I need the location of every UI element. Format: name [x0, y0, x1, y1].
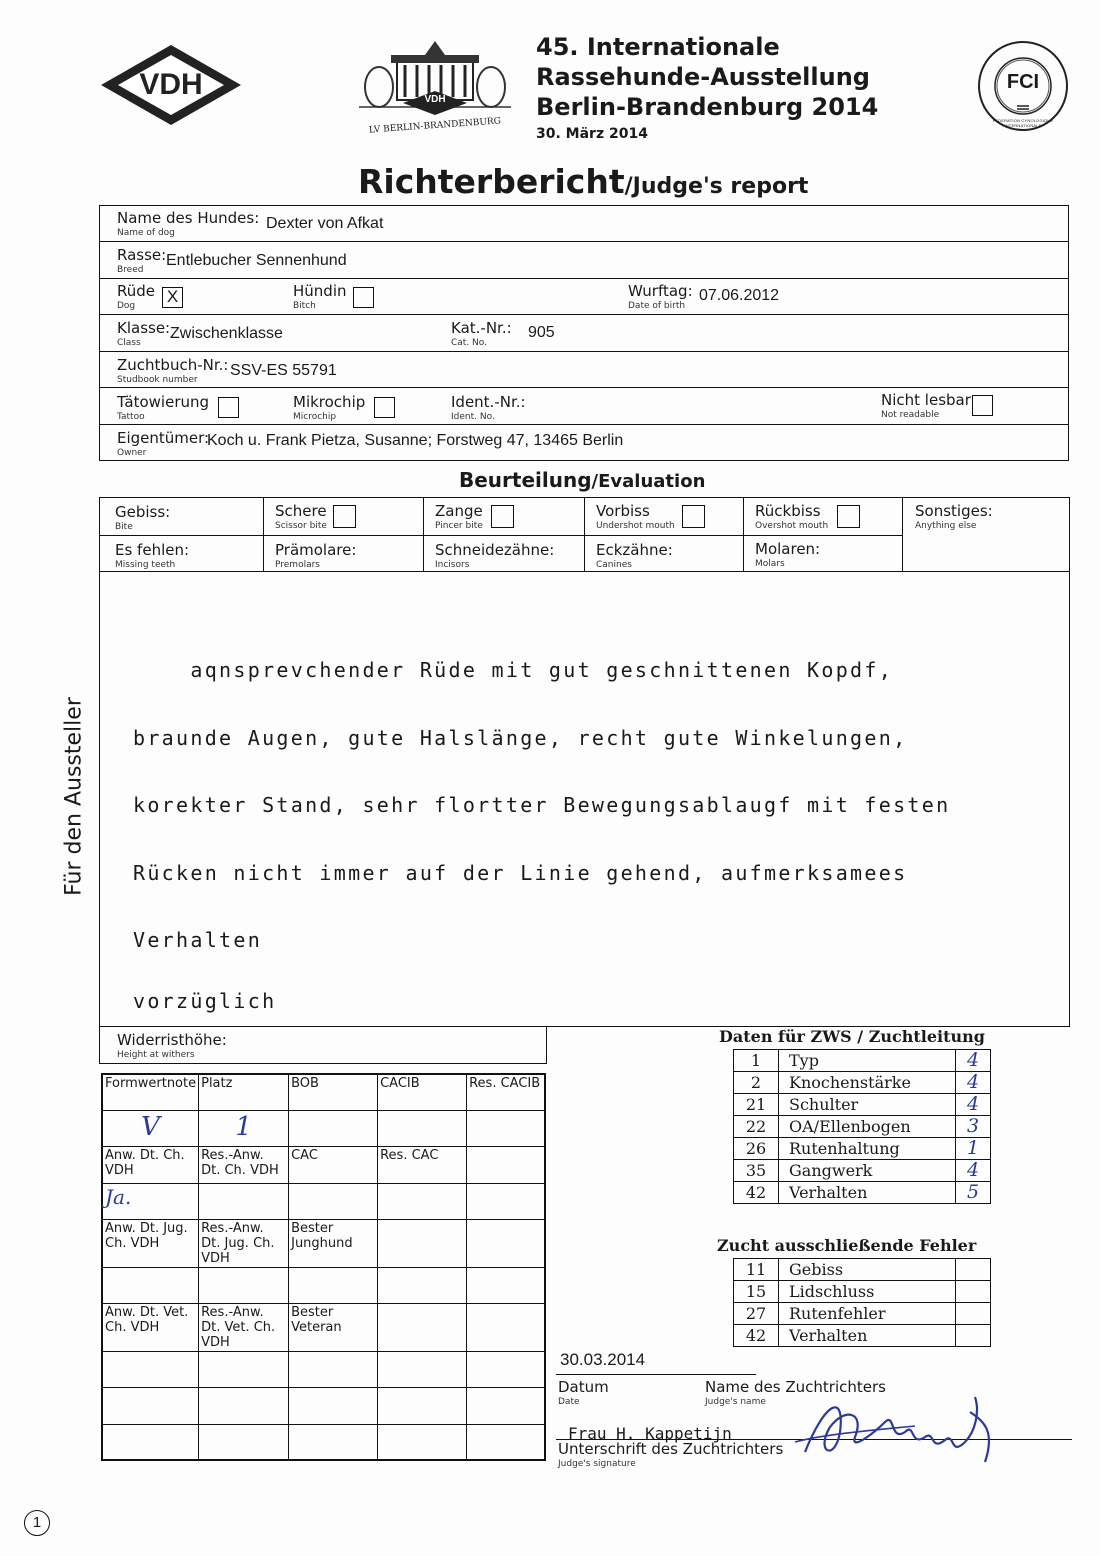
faults-row-label: Rutenfehler: [779, 1303, 956, 1325]
empty-cell: [102, 1424, 199, 1460]
vdh-logo: VDH: [98, 42, 244, 128]
zws-table: [733, 1049, 991, 1204]
page-title: Richterbericht/Judge's report: [358, 162, 809, 201]
res-anw-vet-ch-cell[interactable]: [199, 1351, 289, 1387]
molars-field: Molaren: Molars: [755, 540, 821, 569]
zws-row-label: Knochenstärke: [779, 1072, 956, 1094]
label-res-cac: Res. CAC: [378, 1146, 467, 1183]
zws-row-number: 2: [734, 1072, 779, 1094]
studbook-value: SSV-ES 55791: [230, 362, 337, 379]
not-readable-field: Nicht lesbar Not readable: [881, 391, 971, 420]
judge-signature: [785, 1382, 1015, 1477]
missing-teeth-label: Es fehlen: Missing teeth: [115, 541, 190, 570]
faults-row-label: Lidschluss: [779, 1281, 956, 1303]
zws-row-score[interactable]: 4: [956, 1160, 991, 1182]
evaluation-text: aqnsprevchender Rüde mit gut geschnittenen Kopdf, braunde Augen, gute Halslänge, recht gute Winkelungen, korekter Stand, sehr flortter Bewegungsablaugf mit festen Rücken nicht immer auf der Linie gehend, aufmerksamees Verhalten: [133, 658, 951, 952]
header-bob: BOB: [289, 1074, 378, 1110]
dog-name-field: Name des Hundes: Name of dog: [117, 209, 260, 238]
zws-row-number: 21: [734, 1094, 779, 1116]
label-best-junior: Bester Junghund: [289, 1219, 378, 1267]
awards-table: [101, 1073, 546, 1461]
label-anw-jug-ch: Anw. Dt. Jug. Ch. VDH: [102, 1219, 199, 1267]
withers-field: Widerristhöhe: Height at withers: [117, 1031, 227, 1060]
microchip-field: Mikrochip Microchip: [293, 393, 366, 422]
empty-cell: [467, 1267, 545, 1303]
zws-row-score[interactable]: 4: [956, 1072, 991, 1094]
zws-row: [734, 1072, 991, 1094]
empty-cell: [378, 1219, 467, 1267]
grade-value: vorzüglich: [133, 989, 277, 1013]
cac-cell[interactable]: [289, 1183, 378, 1219]
undershot-checkbox[interactable]: [682, 505, 705, 528]
zws-row-number: 22: [734, 1116, 779, 1138]
breed-value: Entlebucher Sennenhund: [166, 252, 347, 269]
faults-row-score[interactable]: [956, 1325, 991, 1347]
zws-row-label: Gangwerk: [779, 1160, 956, 1182]
label-anw-vet-ch: Anw. Dt. Vet. Ch. VDH: [102, 1303, 199, 1351]
scissor-bite-field: Schere Scissor bite: [275, 502, 327, 531]
undershot-field: Vorbiss Undershot mouth: [596, 502, 675, 531]
female-field: Hündin Bitch: [293, 282, 347, 311]
best-veteran-cell[interactable]: [289, 1351, 378, 1387]
empty-cell: [378, 1351, 467, 1387]
faults-row: [734, 1303, 991, 1325]
zws-row-label: Typ: [779, 1050, 956, 1072]
faults-row-number: 11: [734, 1259, 779, 1281]
class-field: Klasse: Class: [117, 319, 171, 348]
zws-row-score[interactable]: 1: [956, 1138, 991, 1160]
faults-row-score[interactable]: [956, 1259, 991, 1281]
zws-row-score[interactable]: 3: [956, 1116, 991, 1138]
zws-row-score[interactable]: 5: [956, 1182, 991, 1204]
label-anw-dt-ch: Anw. Dt. Ch. VDH: [102, 1146, 199, 1183]
anw-vet-ch-cell[interactable]: [102, 1351, 199, 1387]
label-cac: CAC: [289, 1146, 378, 1183]
fci-logo: FCI FEDERATION CYNOLOGIQUE INTERNATIONALE: [977, 40, 1069, 132]
side-label-exhibitor: Für den Aussteller: [61, 697, 87, 896]
header-res-cacib: Res. CACIB: [467, 1074, 545, 1110]
faults-row-number: 15: [734, 1281, 779, 1303]
faults-heading: Zucht ausschließende Fehler: [717, 1236, 977, 1255]
zws-row: [734, 1094, 991, 1116]
best-junior-cell[interactable]: [289, 1267, 378, 1303]
dog-name-value: Dexter von Afkat: [266, 215, 384, 232]
scissor-bite-checkbox[interactable]: [333, 505, 356, 528]
ident-field: Ident.-Nr.: Ident. No.: [451, 393, 526, 422]
overshot-checkbox[interactable]: [837, 505, 860, 528]
bob-cell[interactable]: [289, 1110, 378, 1146]
male-checkbox[interactable]: X: [162, 287, 183, 308]
cacib-cell[interactable]: [378, 1110, 467, 1146]
date-label: Datum Date: [558, 1378, 609, 1407]
grade-cell[interactable]: [102, 1110, 199, 1146]
anw-jug-ch-cell[interactable]: [102, 1267, 199, 1303]
zws-row-label: Verhalten: [779, 1182, 956, 1204]
zws-row-number: 1: [734, 1050, 779, 1072]
empty-cell: [467, 1146, 545, 1183]
anw-dt-ch-cell[interactable]: [102, 1183, 199, 1219]
faults-row: [734, 1259, 991, 1281]
zws-row-number: 26: [734, 1138, 779, 1160]
faults-row-number: 27: [734, 1303, 779, 1325]
pincer-bite-field: Zange Pincer bite: [435, 502, 483, 531]
empty-cell: [467, 1424, 545, 1460]
premolars-field: Prämolare: Premolars: [275, 541, 357, 570]
zws-row-score[interactable]: 4: [956, 1094, 991, 1116]
res-cacib-cell[interactable]: [467, 1110, 545, 1146]
zws-row: [734, 1116, 991, 1138]
catno-field: Kat.-Nr.: Cat. No.: [451, 319, 512, 348]
empty-cell: [289, 1387, 378, 1424]
zws-row-label: Rutenhaltung: [779, 1138, 956, 1160]
teeth-label: Gebiss: Bite: [115, 503, 171, 532]
page-number: 1: [24, 1510, 50, 1536]
res-anw-jug-ch-cell[interactable]: [199, 1267, 289, 1303]
res-anw-dt-ch-cell[interactable]: [199, 1183, 289, 1219]
studbook-field: Zuchtbuch-Nr.: Studbook number: [117, 356, 229, 385]
zws-row-number: 35: [734, 1160, 779, 1182]
breed-field: Rasse: Breed: [117, 246, 167, 275]
grade-handwritten: V: [141, 1111, 160, 1142]
judge-name-value: Frau H. Kappetijn: [568, 1424, 732, 1443]
empty-cell: [378, 1387, 467, 1424]
label-best-veteran: Bester Veteran: [289, 1303, 378, 1351]
owner-field: Eigentümer: Owner: [117, 429, 210, 458]
zws-row: [734, 1050, 991, 1072]
faults-row: [734, 1281, 991, 1303]
date-value: 30.03.2014: [560, 1350, 646, 1369]
empty-cell: [378, 1424, 467, 1460]
zws-row-label: Schulter: [779, 1094, 956, 1116]
empty-cell: [199, 1424, 289, 1460]
faults-table: [733, 1258, 991, 1347]
zws-heading: Daten für ZWS / Zuchtleitung: [719, 1027, 985, 1046]
label-res-anw-jug-ch: Res.-Anw. Dt. Jug. Ch. VDH: [199, 1219, 289, 1267]
not-readable-checkbox[interactable]: [972, 395, 993, 416]
zws-row: [734, 1160, 991, 1182]
dob-value: 07.06.2012: [699, 287, 780, 304]
empty-cell: [467, 1303, 545, 1351]
empty-cell: [378, 1267, 467, 1303]
label-res-anw-vet-ch: Res.-Anw. Dt. Vet. Ch. VDH: [199, 1303, 289, 1351]
label-res-anw-dt-ch: Res.-Anw. Dt. Ch. VDH: [199, 1146, 289, 1183]
event-title: 45. Internationale Rassehunde-Ausstellung Berlin-Brandenburg 2014 30. März 2014: [536, 33, 879, 142]
faults-row-score[interactable]: [956, 1281, 991, 1303]
empty-cell: [467, 1219, 545, 1267]
dob-field: Wurftag: Date of birth: [628, 282, 693, 311]
header-platz: Platz: [199, 1074, 289, 1110]
microchip-checkbox[interactable]: [374, 397, 395, 418]
incisors-field: Schneidezähne: Incisors: [435, 541, 555, 570]
placement-cell[interactable]: [199, 1110, 289, 1146]
other-field: Sonstiges: Anything else: [915, 502, 993, 531]
faults-row-score[interactable]: [956, 1303, 991, 1325]
signature-label: Unterschrift des Zuchtrichters Judge's signature: [558, 1440, 784, 1469]
placement-handwritten: 1: [235, 1111, 252, 1142]
empty-cell: [199, 1387, 289, 1424]
judge-name-label: Name des Zuchtrichters Judge's name: [705, 1378, 886, 1407]
empty-cell: [467, 1387, 545, 1424]
catno-value: 905: [528, 324, 555, 341]
ja-handwritten: Ja.: [105, 1184, 132, 1209]
owner-value: Koch u. Frank Pietza, Susanne; Forstweg 47, 13465 Berlin: [207, 432, 624, 449]
canines-field: Eckzähne: Canines: [596, 541, 673, 570]
zws-row-label: OA/Ellenbogen: [779, 1116, 956, 1138]
event-emblem: VDH LV BERLIN-BRANDENBURG: [355, 35, 515, 145]
male-field: Rüde Dog: [117, 282, 156, 311]
faults-row: [734, 1325, 991, 1347]
empty-cell: [102, 1387, 199, 1424]
zws-row-score[interactable]: 4: [956, 1050, 991, 1072]
female-checkbox[interactable]: [353, 287, 374, 308]
header-formwertnote: Formwertnote: [102, 1074, 199, 1110]
zws-row-number: 42: [734, 1182, 779, 1204]
header-cacib: CACIB: [378, 1074, 467, 1110]
zws-row: [734, 1138, 991, 1160]
evaluation-heading: Beurteilung/Evaluation: [459, 468, 706, 492]
pincer-bite-checkbox[interactable]: [491, 505, 514, 528]
empty-cell: [289, 1424, 378, 1460]
class-value: Zwischenklasse: [170, 325, 283, 342]
tattoo-field: Tätowierung Tattoo: [117, 393, 210, 422]
res-cac-cell[interactable]: [378, 1183, 467, 1219]
empty-cell: [467, 1351, 545, 1387]
zws-row: [734, 1182, 991, 1204]
faults-row-number: 42: [734, 1325, 779, 1347]
tattoo-checkbox[interactable]: [218, 397, 239, 418]
faults-row-label: Gebiss: [779, 1259, 956, 1281]
faults-row-label: Verhalten: [779, 1325, 956, 1347]
overshot-field: Rückbiss Overshot mouth: [755, 502, 829, 531]
empty-cell: [378, 1303, 467, 1351]
empty-cell: [467, 1183, 545, 1219]
